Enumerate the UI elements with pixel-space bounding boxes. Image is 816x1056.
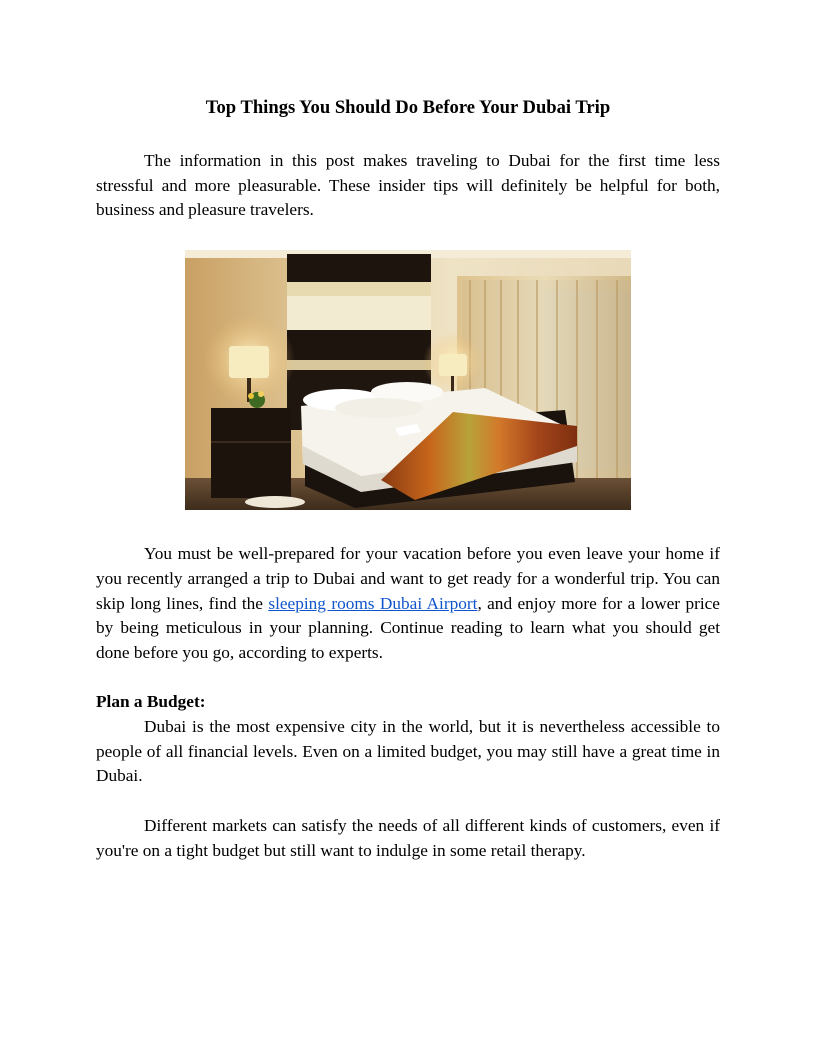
markets-paragraph: Different markets can satisfy the needs of all different kinds of customers, even if you're on a tight budget but still want to indulge in some retail therapy. — [96, 815, 720, 860]
hotel-room-photo — [185, 250, 631, 510]
intro-paragraph: The information in this post makes traveling to Dubai for the first time less stressful and more pleasurable. These insider tips will definitely be helpful for both, business and pleasure travelers. — [96, 151, 720, 220]
preparation-paragraph — [96, 542, 720, 666]
preparation-text-before: You must be well-prepared for your vacation before you even leave your home if you recently arranged a trip to Dubai and want to get ready for a wonderful trip. You can skip long lines, find the — [96, 544, 720, 613]
bedroom-illustration — [185, 250, 631, 510]
budget-paragraph: Dubai is the most expensive city in the world, but it is nevertheless accessible to people of all financial levels. Even on a limited budget, you may still have a great time in Dubai. — [96, 717, 720, 786]
section-heading-plan-budget: Plan a Budget: — [96, 692, 206, 712]
page-title: Top Things You Should Do Before Your Dubai Trip — [205, 97, 611, 118]
sleeping-rooms-link[interactable]: sleeping rooms Dubai Airport — [268, 593, 478, 613]
preparation-text-after: , and enjoy more for a lower price by being meticulous in your planning. Continue reading to learn what you should get done before you go, according to experts. — [96, 593, 720, 662]
document-page — [96, 94, 720, 863]
